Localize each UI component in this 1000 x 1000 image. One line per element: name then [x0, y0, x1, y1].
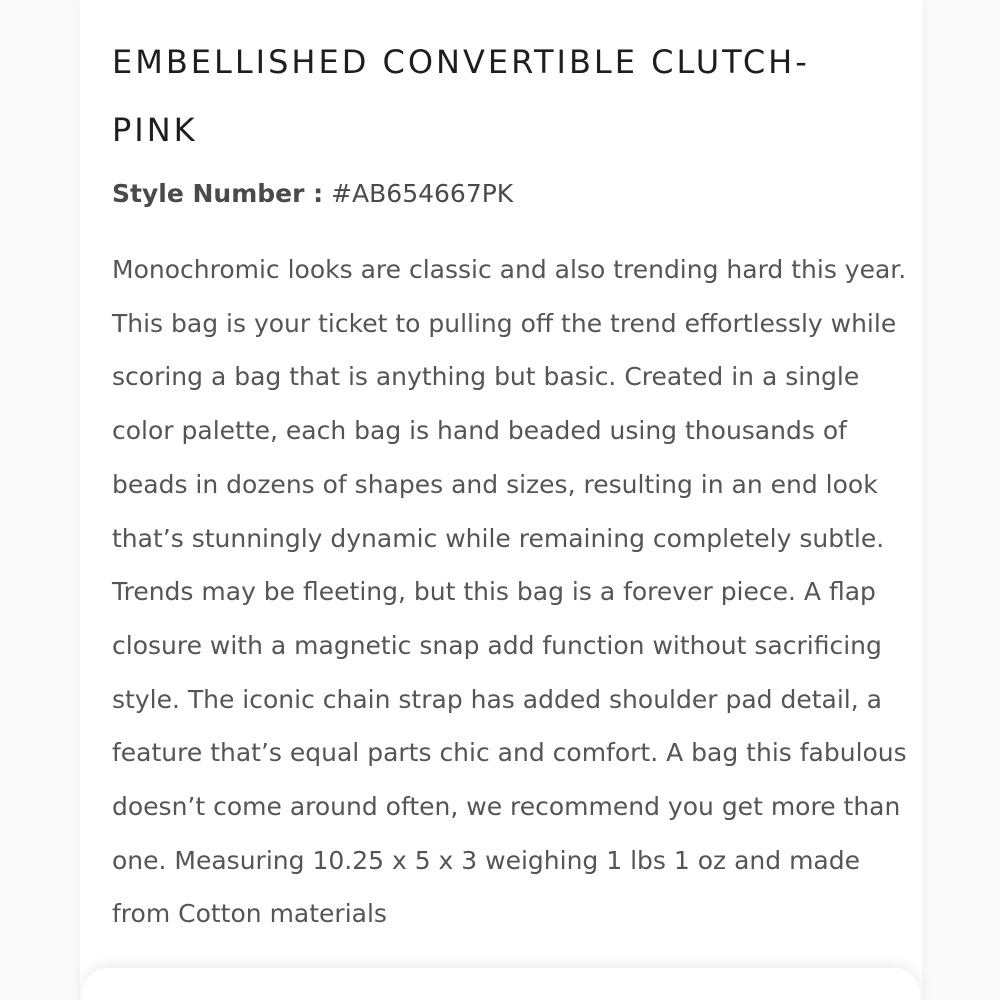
- product-title: EMBELLISHED CONVERTIBLE CLUTCH-PINK: [112, 43, 810, 149]
- product-description: Monochromic looks are classic and also trending hard this year. This bag is your ticket to pulling off the trend effortlessly while scoring a bag that is anything but basic. Created in a single color palette, each bag is hand beaded using thousands of beads in dozens of shapes and sizes, resulting in an end look that’s stunningly dynamic while remaining completely subtle. Trends may be fleeting, but this bag is a forever piece. A flap closure with a magnetic snap add function without sacrificing style. The iconic chain strap has added shoulder pad detail, a feature that’s equal parts chic and comfort. A bag this fabulous doesn’t come around often, we recommend you get more than one. Measuring 10.25 x 5 x 3 weighing 1 lbs 1 oz and made from Cotton materials: [112, 255, 907, 929]
- style-number-value: #AB654667PK: [331, 179, 514, 208]
- style-number-label: Style Number :: [112, 179, 324, 208]
- style-number-row: [112, 174, 513, 214]
- bottom-sheet-panel[interactable]: [82, 968, 920, 1000]
